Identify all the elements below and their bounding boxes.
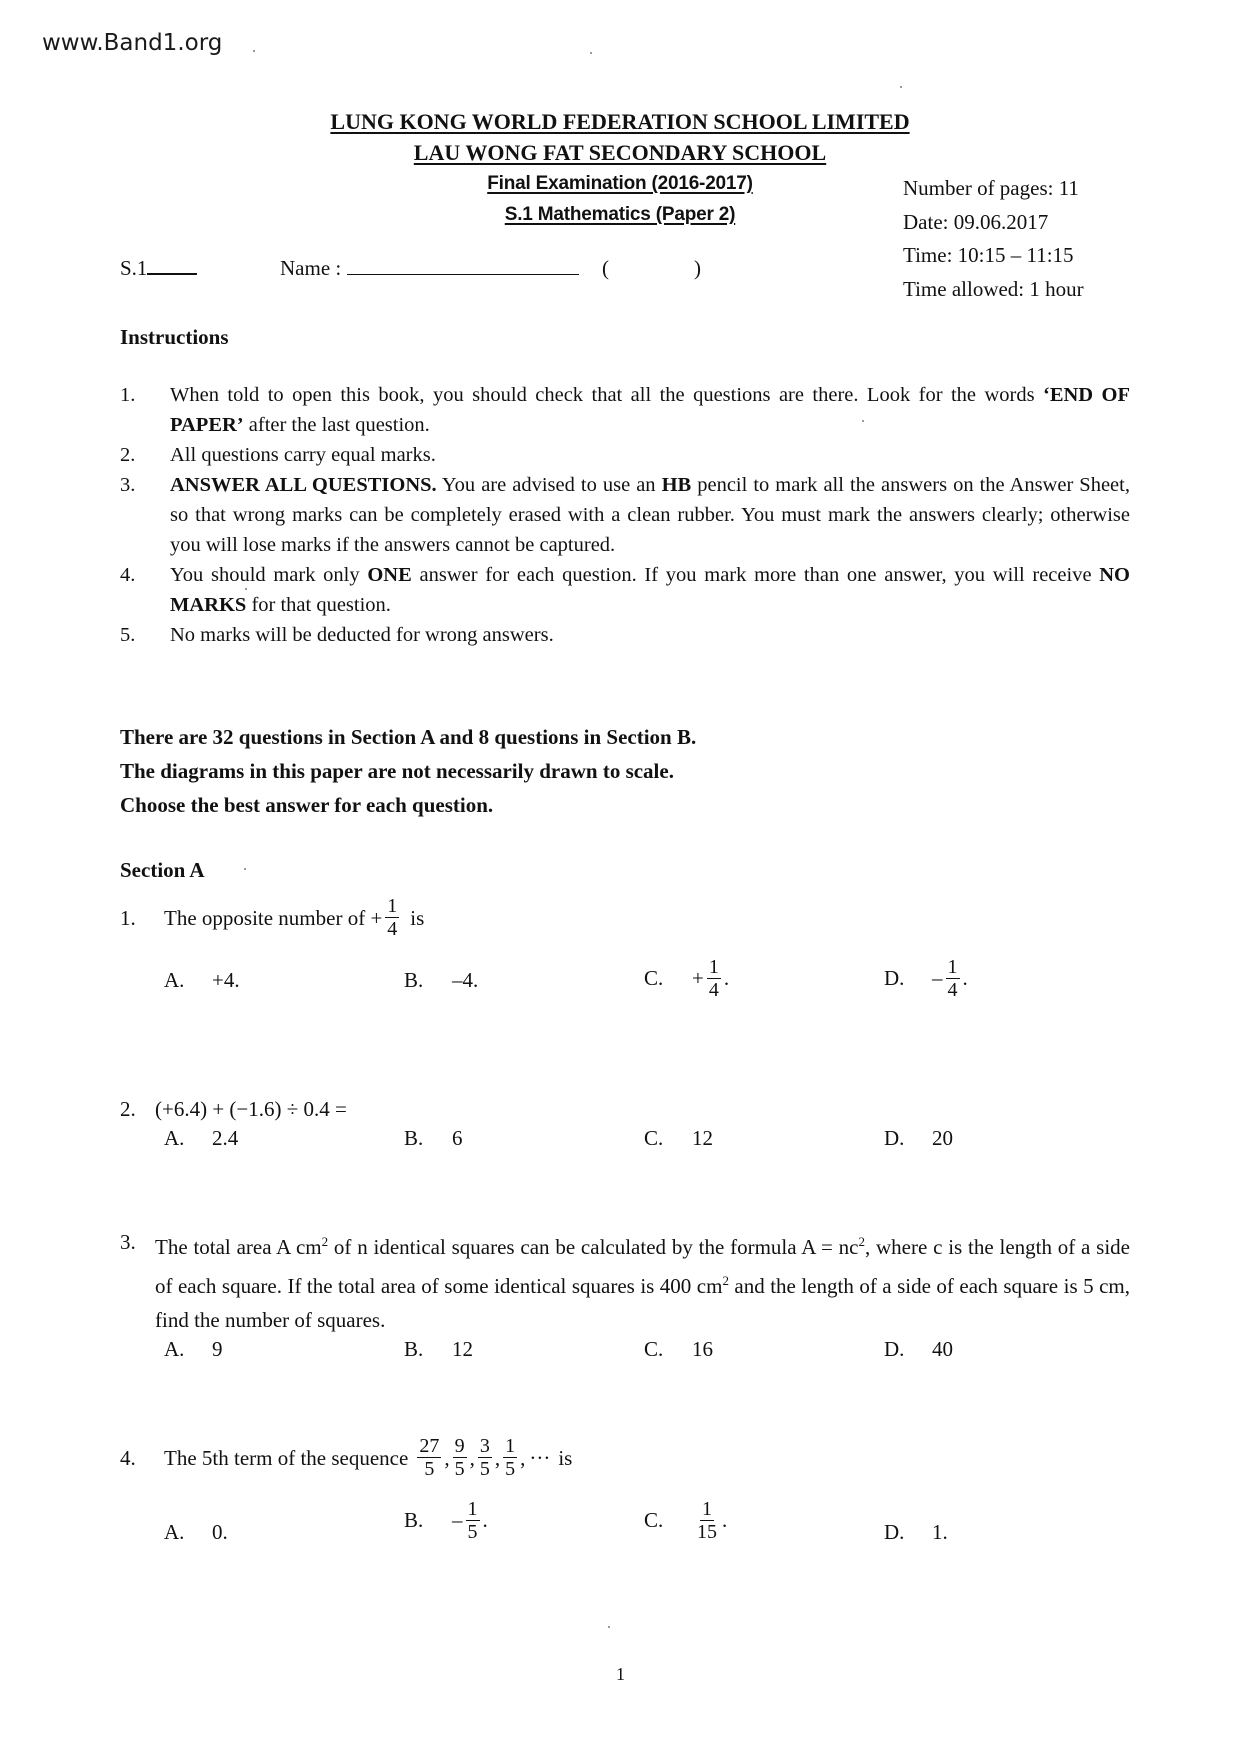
option-b[interactable] — [404, 968, 478, 993]
option-value: 9 — [212, 1337, 223, 1361]
option-sign: – — [932, 966, 943, 990]
instructions-list — [120, 380, 1130, 650]
subject-title: S.1 Mathematics (Paper 2) — [504, 204, 736, 225]
option-a[interactable] — [164, 1520, 228, 1545]
question-text: The opposite number of + — [164, 905, 383, 930]
scan-speck — [608, 1626, 610, 1628]
denominator: 5 — [467, 1521, 478, 1543]
class-number-open-paren: ( — [602, 256, 609, 280]
question-1 — [120, 895, 1130, 1016]
numerator: 1 — [947, 956, 958, 978]
instruction-text — [170, 470, 1130, 560]
time-allowed: Time allowed: 1 hour — [903, 276, 1084, 301]
exam-notes — [120, 720, 696, 822]
name-field[interactable] — [280, 256, 579, 281]
class-label: S.1 — [120, 256, 148, 280]
superscript: 2 — [722, 1273, 729, 1288]
instruction-number: 3. — [120, 474, 136, 496]
question-text — [155, 1225, 1130, 1337]
scan-speck — [253, 50, 255, 52]
instruction-item — [120, 380, 1130, 440]
fraction — [417, 1435, 441, 1480]
numerator: 1 — [702, 1498, 712, 1520]
fraction — [478, 1435, 492, 1480]
class-number-close-paren: ) — [694, 256, 701, 280]
denominator: 4 — [947, 979, 958, 1001]
option-b[interactable] — [404, 1126, 463, 1151]
question-stem — [120, 1092, 1130, 1126]
denominator: 5 — [479, 1458, 490, 1480]
text: after the last question. — [243, 414, 430, 436]
option-label: D. — [884, 966, 905, 990]
instruction-number: 4. — [120, 564, 136, 586]
options — [120, 1126, 1130, 1166]
option-c[interactable] — [644, 1126, 713, 1151]
option-d[interactable] — [884, 1520, 948, 1545]
option-label: B. — [404, 1337, 424, 1361]
option-value: 6 — [452, 1126, 463, 1150]
option-b[interactable] — [404, 1498, 488, 1543]
question-number: 2. — [120, 1097, 136, 1121]
option-a[interactable] — [164, 1126, 238, 1151]
option-label: C. — [644, 966, 664, 990]
numerator: 3 — [479, 1435, 490, 1457]
exam-date: Date: 09.06.2017 — [903, 209, 1049, 234]
instructions-title: Instructions — [120, 325, 229, 349]
option-value: 0. — [212, 1520, 228, 1544]
option-b[interactable] — [404, 1337, 473, 1362]
question-text: is — [410, 905, 425, 930]
option-c[interactable] — [644, 1337, 713, 1362]
emphasis: NO MARKS — [170, 564, 1130, 616]
ellipsis: ··· — [529, 1445, 551, 1470]
question-stem — [120, 1225, 1130, 1337]
denominator: 15 — [697, 1521, 717, 1543]
emphasis: HB — [661, 474, 692, 496]
superscript: 2 — [858, 1234, 865, 1249]
scan-speck — [245, 588, 247, 590]
option-value: 12 — [692, 1126, 713, 1150]
option-label: A. — [164, 1337, 185, 1361]
superscript: 2 — [321, 1234, 329, 1249]
school-name: LAU WONG FAT SECONDARY SCHOOL — [413, 140, 827, 165]
option-label: B. — [404, 968, 424, 992]
scan-speck — [590, 52, 592, 54]
school-org-name: LUNG KONG WORLD FEDERATION SCHOOL LIMITED — [330, 109, 910, 134]
option-c[interactable] — [644, 956, 729, 1001]
option-label: C. — [644, 1337, 664, 1361]
option-value: 40 — [932, 1337, 953, 1361]
option-label: A. — [164, 1126, 185, 1150]
name-label: Name : — [280, 256, 342, 280]
option-c[interactable] — [644, 1498, 727, 1543]
fraction — [453, 1435, 467, 1480]
option-sign: + — [692, 966, 704, 990]
option-label: C. — [644, 1508, 664, 1532]
denominator: 5 — [424, 1458, 435, 1480]
text: pencil to mark all the answers on the Answer Sheet, so that wrong marks can be completely erased with a clean rubber. You must mark the answers clearly; otherwise you will lose marks if the answers cannot be captured. — [170, 474, 1130, 556]
option-label: D. — [884, 1126, 905, 1150]
exam-title: Final Examination (2016-2017) — [487, 173, 753, 194]
denominator: 4 — [708, 979, 719, 1001]
watermark-url: www.Band1.org — [42, 30, 223, 56]
question-text: is — [558, 1445, 573, 1470]
text: and the length of a side of each square is 5 cm, find the number of squares. — [155, 1274, 1130, 1332]
text: You are advised to use an — [436, 474, 662, 496]
numerator: 1 — [387, 895, 398, 917]
question-4 — [120, 1435, 1130, 1568]
note-question-count: There are 32 questions in Section A and 8 questions in Section B. — [120, 725, 697, 749]
instruction-number: 1. — [120, 384, 136, 406]
emphasis: ONE — [367, 564, 412, 586]
text: You should mark only — [170, 564, 368, 586]
instruction-text — [170, 380, 1130, 440]
emphasis: ‘END OF PAPER’ — [170, 384, 1131, 436]
instruction-text: All questions carry equal marks. — [170, 444, 436, 466]
instruction-text — [170, 560, 1130, 620]
option-a[interactable] — [164, 968, 240, 993]
option-label: C. — [644, 1126, 664, 1150]
fraction — [503, 1435, 517, 1480]
numerator: 27 — [419, 1435, 440, 1457]
options — [120, 1498, 1130, 1568]
name-blank[interactable] — [347, 258, 579, 275]
numerator: 1 — [505, 1435, 516, 1457]
question-text: The 5th term of the sequence — [164, 1445, 409, 1470]
scan-speck — [862, 420, 864, 422]
denominator: 5 — [454, 1458, 465, 1480]
options — [120, 956, 1130, 1016]
option-label: A. — [164, 1520, 185, 1544]
text: When told to open this book, you should check that all the questions are there. Look for the words — [170, 384, 1043, 406]
emphasis: ANSWER ALL QUESTIONS. — [170, 474, 437, 496]
exam-meta — [903, 172, 1084, 306]
text: , where c is the length of a side of each square. If the total area of some identical squares is 400 cm — [155, 1235, 1130, 1298]
option-tail: . — [962, 966, 968, 990]
option-d[interactable] — [884, 956, 968, 1001]
instruction-number: 2. — [120, 444, 136, 466]
option-value: 1. — [932, 1520, 948, 1544]
option-tail: . — [723, 966, 730, 990]
note-diagrams: The diagrams in this paper are not necessarily drawn to scale. — [120, 759, 674, 783]
option-value: 20 — [932, 1126, 953, 1150]
exam-time: Time: 10:15 – 11:15 — [903, 243, 1074, 267]
fraction — [385, 895, 399, 940]
instruction-text: No marks will be deducted for wrong answers. — [170, 624, 554, 646]
option-label: A. — [164, 968, 185, 992]
text: answer for each question. If you mark more than one answer, you will receive — [411, 564, 1100, 586]
note-choose-best: Choose the best answer for each question. — [120, 793, 494, 817]
numerator: 9 — [454, 1435, 465, 1457]
scan-speck — [900, 86, 902, 88]
option-value: 16 — [692, 1337, 713, 1361]
option-sign: – — [452, 1508, 463, 1532]
section-a-title: Section A — [120, 858, 205, 882]
option-a[interactable] — [164, 1337, 223, 1362]
option-d[interactable] — [884, 1126, 953, 1151]
fraction — [466, 1498, 480, 1543]
option-value: 12 — [452, 1337, 473, 1361]
instruction-item — [120, 440, 1130, 470]
scan-speck — [244, 868, 246, 870]
instruction-number: 5. — [120, 624, 136, 646]
option-value: 2.4 — [212, 1126, 239, 1150]
option-value: –4. — [452, 968, 479, 992]
option-label: D. — [884, 1520, 905, 1544]
option-label: B. — [404, 1126, 424, 1150]
question-stem — [120, 895, 1130, 940]
question-text: (+6.4) + (−1.6) ÷ 0.4 = — [155, 1097, 347, 1121]
option-label: D. — [884, 1337, 905, 1361]
options — [120, 1337, 1130, 1377]
text: of n identical squares can be calculated by the formula A = nc — [328, 1235, 859, 1259]
question-stem: 4. The 5th term of the sequence $\frac{27}{5}$ , $\frac{9}{5}$ , $\frac{3}{5}$ , $\frac{1}{5}$ , ··· is — [120, 1435, 573, 1480]
question-3 — [120, 1225, 1130, 1377]
instruction-item — [120, 620, 1130, 650]
instruction-item — [120, 470, 1130, 560]
option-value: +4. — [212, 968, 240, 992]
question-number: 3. — [120, 1230, 136, 1254]
question-number: 1. — [120, 905, 136, 930]
fraction — [707, 956, 721, 1001]
class-blank[interactable] — [147, 257, 197, 275]
question-number: 4. — [120, 1445, 136, 1470]
numerator: 1 — [708, 956, 719, 978]
denominator: 5 — [505, 1458, 516, 1480]
fraction — [695, 1498, 719, 1543]
option-d[interactable] — [884, 1337, 953, 1362]
numerator: 1 — [467, 1498, 478, 1520]
page-number: 1 — [616, 1664, 625, 1684]
question-2 — [120, 1092, 1130, 1166]
class-field[interactable] — [120, 256, 197, 281]
text: The total area A cm — [155, 1235, 322, 1259]
exam-header — [280, 106, 960, 230]
denominator: 4 — [387, 918, 398, 940]
instruction-item — [120, 560, 1130, 620]
text: for that question. — [246, 594, 391, 616]
option-tail: . — [722, 1508, 728, 1532]
option-label: B. — [404, 1508, 424, 1532]
fraction — [946, 956, 960, 1001]
number-of-pages: Number of pages: 11 — [903, 176, 1079, 200]
option-tail: . — [482, 1508, 488, 1532]
